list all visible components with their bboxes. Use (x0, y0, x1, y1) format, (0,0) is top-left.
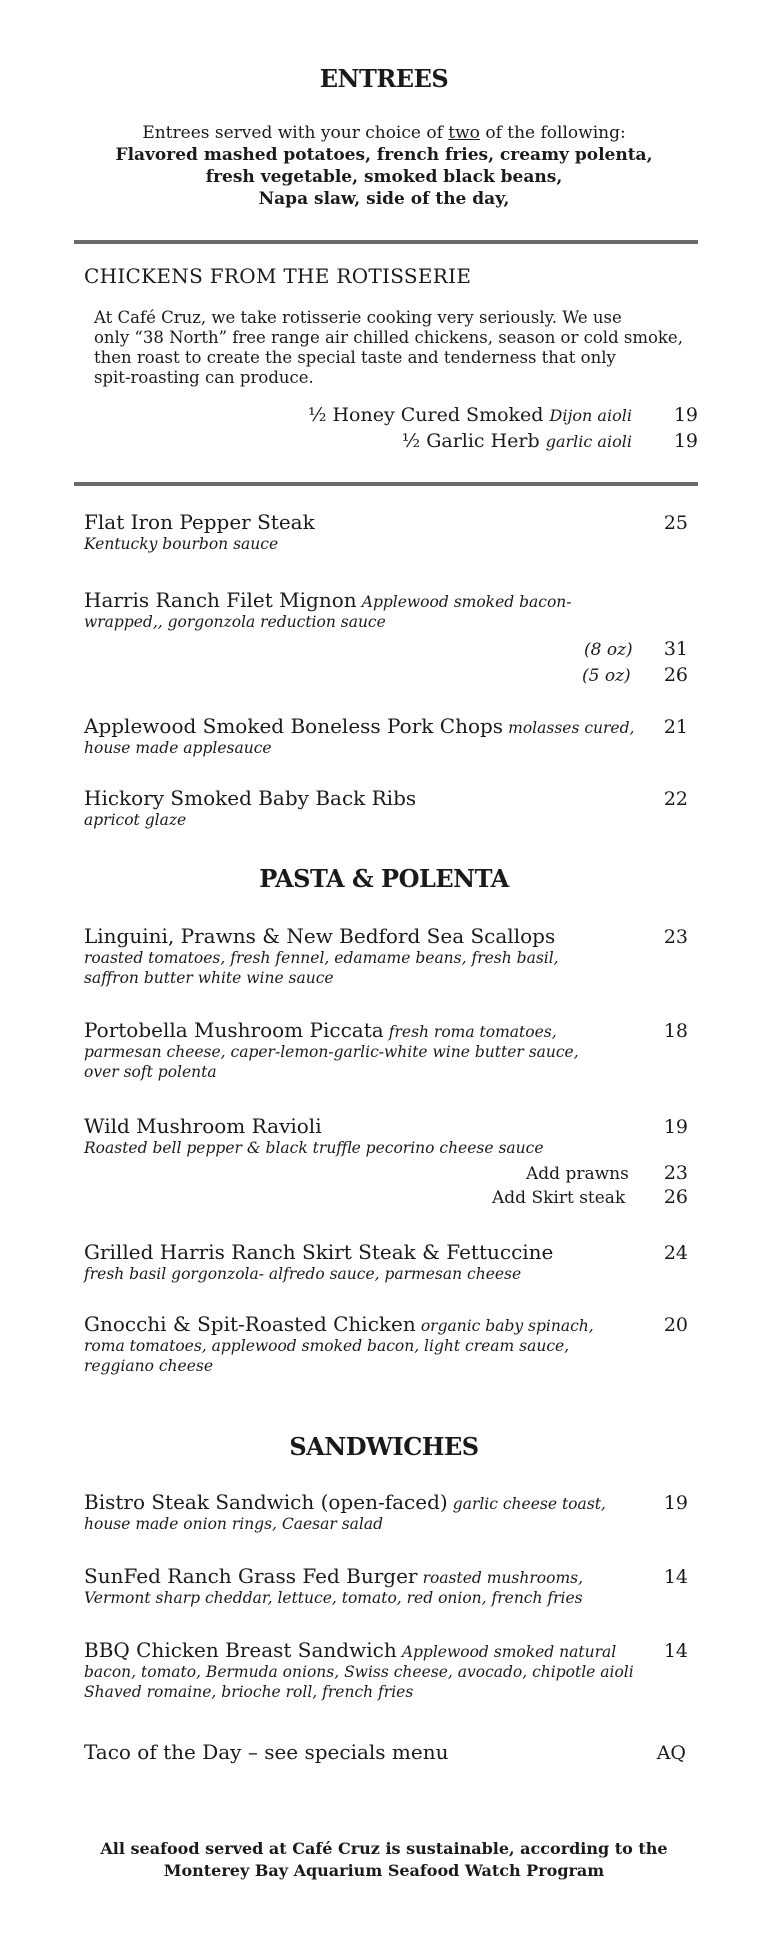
menu-item-filet-mignon: Harris Ranch Filet Mignon Applewood smoked bacon- wrapped,, gorgonzola reduction sauce (84, 588, 572, 631)
price: AQ (656, 1742, 686, 1764)
rotisserie-item: ½ Honey Cured Smoked Dijon aioli 19 (308, 404, 698, 426)
price: 19 (673, 404, 698, 426)
menu-item-bbq-chicken-sandwich: BBQ Chicken Breast Sandwich Applewood smoked natural bacon, tomato, Bermuda onions, Swiss cheese, avocado, chipotle aioli Shaved romaine, brioche roll, french fries (84, 1638, 634, 1701)
price: 22 (663, 788, 688, 810)
rotisserie-item: ½ Garlic Herb garlic aioli 19 (401, 430, 698, 452)
price: 19 (663, 1492, 688, 1514)
menu-item-bistro-steak-sandwich: Bistro Steak Sandwich (open-faced) garlic cheese toast, house made onion rings, Caesar salad (84, 1490, 606, 1533)
price: 26 (663, 664, 688, 686)
price: 20 (663, 1314, 688, 1336)
sides-line: Flavored mashed potatoes, french fries, creamy polenta, (115, 145, 653, 165)
section-divider (74, 240, 698, 244)
entrees-intro (60, 122, 708, 210)
price: 26 (663, 1186, 688, 1208)
section-divider (74, 482, 698, 486)
menu-item-skirt-steak-fettuccine: Grilled Harris Ranch Skirt Steak & Fettuccine fresh basil gorgonzola- alfredo sauce, parmesan cheese (84, 1240, 554, 1283)
sandwiches-title: SANDWICHES (289, 1432, 479, 1461)
menu-item-burger: SunFed Ranch Grass Fed Burger roasted mushrooms, Vermont sharp cheddar, lettuce, tomato, red onion, french fries (84, 1564, 584, 1607)
sustainability-note: All seafood served at Café Cruz is sustainable, according to the Monterey Bay Aquarium Seafood Watch Program (100, 1839, 668, 1880)
sides-line: Napa slaw, side of the day, (258, 189, 510, 209)
menu-item-linguini: Linguini, Prawns & New Bedford Sea Scallops roasted tomatoes, fresh fennel, edamame beans, fresh basil, saffron butter white wine sauce (84, 924, 559, 987)
menu-item-gnocchi: Gnocchi & Spit-Roasted Chicken organic baby spinach, roma tomatoes, applewood smoked bacon, light cream sauce, reggiano cheese (84, 1312, 594, 1375)
price: 19 (663, 1116, 688, 1138)
menu-item-portobella: Portobella Mushroom Piccata fresh roma tomatoes, parmesan cheese, caper-lemon-garlic-white wine butter sauce, over soft polenta (84, 1018, 579, 1081)
menu-item-pork-chops: Applewood Smoked Boneless Pork Chops molasses cured, house made applesauce (84, 714, 635, 757)
menu-item-baby-back-ribs: Hickory Smoked Baby Back Ribs apricot glaze (84, 786, 417, 829)
price: 23 (663, 926, 688, 948)
price: 14 (663, 1566, 688, 1588)
portion-size: (8 oz) (584, 640, 633, 660)
add-on: Add prawns (526, 1164, 629, 1184)
price: 18 (663, 1020, 688, 1042)
price: 25 (663, 512, 688, 534)
price: 21 (663, 716, 688, 738)
menu-item-ravioli: Wild Mushroom Ravioli Roasted bell pepper & black truffle pecorino cheese sauce (84, 1114, 544, 1157)
entrees-title: ENTREES (319, 64, 449, 93)
rotisserie-description: At Café Cruz, we take rotisserie cooking very seriously. We use only “38 North” free range air chilled chickens, season or cold smoke, then roast to create the special taste and tenderness that only spit-roasting can produce. (94, 308, 683, 387)
rotisserie-heading: CHICKENS FROM THE ROTISSERIE (84, 264, 472, 288)
sides-instruction: Entrees served with your choice of two of the following: (142, 123, 626, 143)
price: 24 (663, 1242, 688, 1264)
price: 23 (663, 1162, 688, 1184)
add-on: Add Skirt steak (492, 1188, 626, 1208)
price: 19 (673, 430, 698, 452)
sides-line: fresh vegetable, smoked black beans, (205, 167, 563, 187)
price: 31 (663, 638, 688, 660)
price: 14 (663, 1640, 688, 1662)
menu-item-flat-iron: Flat Iron Pepper Steak Kentucky bourbon sauce (84, 510, 315, 553)
portion-size: (5 oz) (582, 666, 631, 686)
menu-item-taco: Taco of the Day – see specials menu (84, 1740, 449, 1764)
pasta-title: PASTA & POLENTA (259, 864, 509, 893)
